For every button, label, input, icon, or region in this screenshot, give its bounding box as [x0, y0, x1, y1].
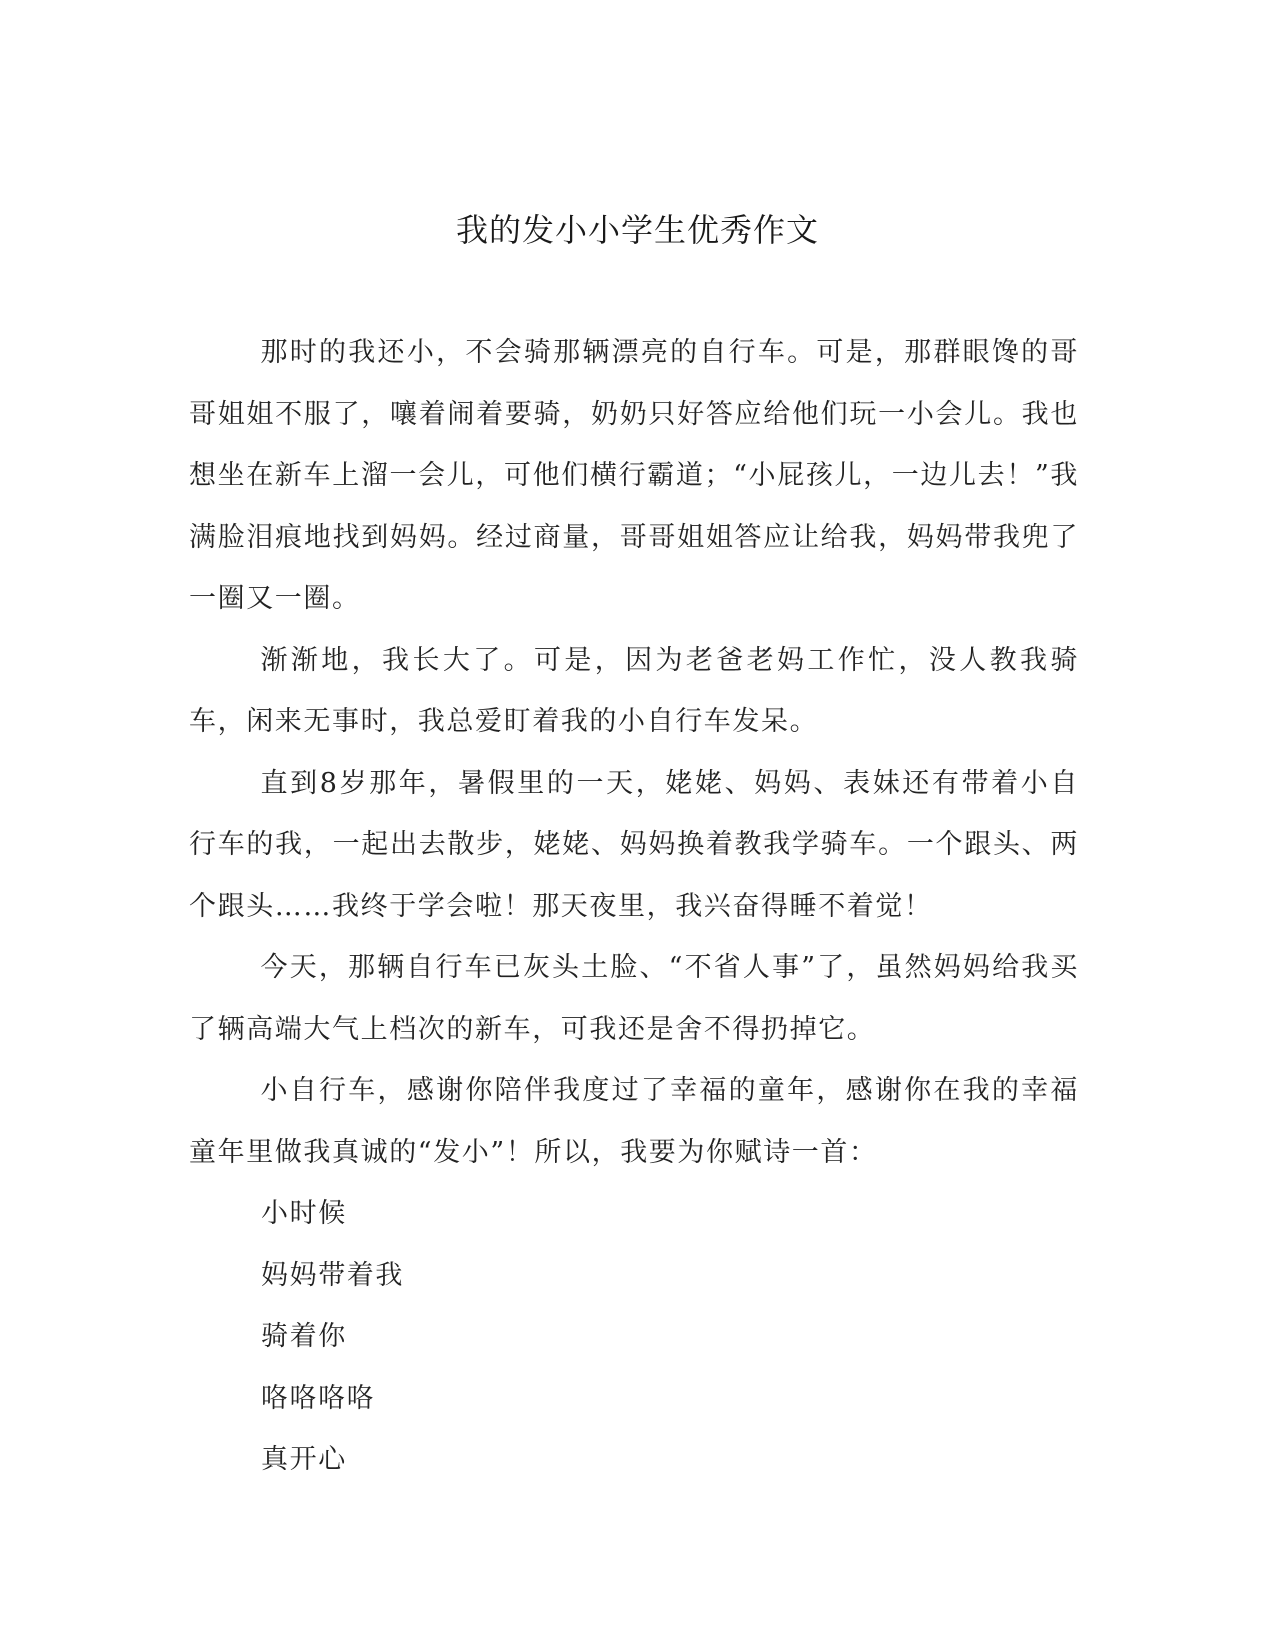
poem [189, 1183, 1079, 1491]
paragraph-2: 渐渐地，我长大了。可是，因为老爸老妈工作忙，没人教我骑车，闲来无事时，我总爱盯着我的小自行车发呆。 [189, 644, 1079, 737]
poem-line-3: 骑着你 [261, 1321, 347, 1352]
poem-line-4: 咯咯咯咯 [261, 1382, 376, 1414]
poem-line-2: 妈妈带着我 [261, 1259, 404, 1291]
paragraph-3: 直到8岁那年，暑假里的一天，姥姥、妈妈、表妹还有带着小自行车的我，一起出去散步，姥姥、妈妈换着教我学骑车。一个跟头、两个跟头……我终于学会啦！那天夜里，我兴奋得睡不着觉！ [189, 767, 1079, 922]
document-title: 我的发小小学生优秀作文 [455, 211, 819, 249]
paragraph-4: 今天，那辆自行车已灰头土脸、“不省人事”了，虽然妈妈给我买了辆高端大气上档次的新车，可我还是舍不得扔掉它。 [189, 952, 1079, 1045]
poem-line-5: 真开心 [261, 1444, 347, 1475]
document-body [189, 322, 1079, 1491]
paragraph-5: 小自行车，感谢你陪伴我度过了幸福的童年，感谢你在我的幸福童年里做我真诚的“发小”！所以，我要为你赋诗一首： [189, 1075, 1079, 1168]
paragraph-1: 那时的我还小，不会骑那辆漂亮的自行车。可是，那群眼馋的哥哥姐姐不服了，嚷着闹着要骑，奶奶只好答应给他们玩一小会儿。我也想坐在新车上溜一会儿，可他们横行霸道；“小屁孩儿，一边儿去！”我满脸泪痕地找到妈妈。经过商量，哥哥姐姐答应让给我，妈妈带我兜了一圈又一圈。 [189, 337, 1079, 614]
poem-line-1: 小时候 [261, 1198, 347, 1229]
